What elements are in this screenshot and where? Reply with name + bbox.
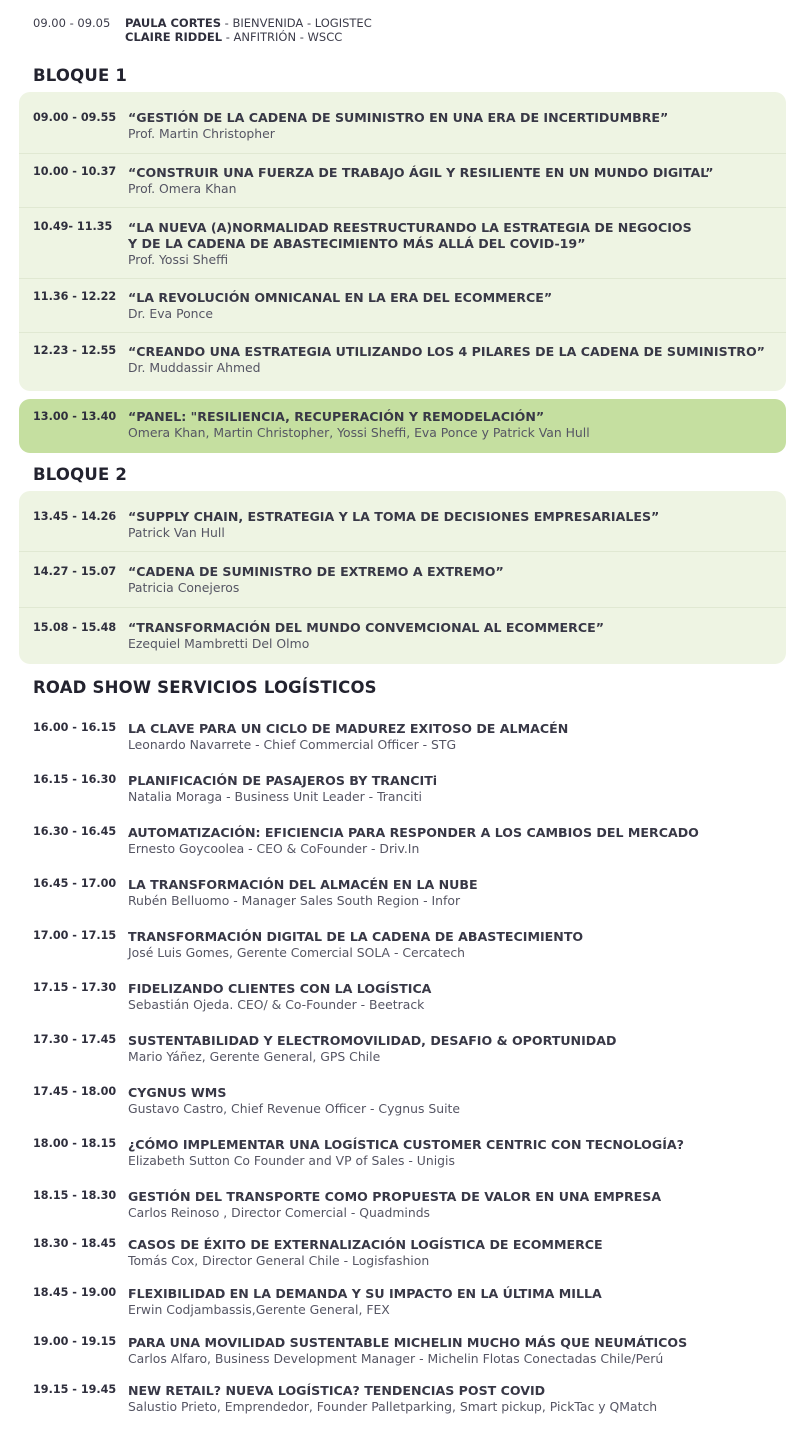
session-time: 13.00 - 13.40 [33, 410, 117, 423]
session-speaker: Prof. Yossi Sheffi [128, 252, 229, 267]
session-row [19, 278, 786, 333]
session-time: 13.45 - 14.26 [33, 510, 117, 523]
session-title: “GESTIÓN DE LA CADENA DE SUMINISTRO EN UNA ERA DE INCERTIDUMBRE” [128, 110, 669, 125]
session-row [19, 92, 786, 154]
session-title: FIDELIZANDO CLIENTES CON LA LOGÍSTICA [128, 981, 432, 996]
session-title-line: “LA NUEVA (A)NORMALIDAD REESTRUCTURANDO LA ESTRATEGIA DE NEGOCIOS [128, 220, 692, 235]
session-speaker: Prof. Martin Christopher [128, 126, 275, 141]
session-speaker: Rubén Belluomo - Manager Sales South Region - Infor [128, 893, 461, 908]
session-row [19, 332, 786, 391]
session-time: 16.45 - 17.00 [33, 877, 117, 890]
panel-block [19, 399, 786, 453]
session-time: 18.45 - 19.00 [33, 1286, 117, 1299]
session-time: 16.15 - 16.30 [33, 773, 117, 786]
host-name: CLAIRE RIDDEL [125, 30, 223, 44]
session-time: 17.45 - 18.00 [33, 1085, 117, 1098]
session-title: PARA UNA MOVILIDAD SUSTENTABLE MICHELIN MUCHO MÁS QUE NEUMÁTICOS [128, 1335, 688, 1350]
session-speaker: Ernesto Goycoolea - CEO & CoFounder - Driv.In [128, 841, 420, 856]
session-speaker: Sebastián Ojeda. CEO/ & Co-Founder - Beetrack [128, 997, 425, 1012]
session-time: 19.00 - 19.15 [33, 1335, 117, 1348]
session-speaker: Salustio Prieto, Emprendedor, Founder Palletparking, Smart pickup, PickTac y QMatch [128, 1399, 658, 1414]
session-title: “SUPPLY CHAIN, ESTRATEGIA Y LA TOMA DE DECISIONES EMPRESARIALES” [128, 509, 660, 524]
session-title: FLEXIBILIDAD EN LA DEMANDA Y SU IMPACTO EN LA ÚLTIMA MILLA [128, 1286, 602, 1301]
host-role: - BIENVENIDA - LOGISTEC [221, 16, 372, 30]
session-title: “TRANSFORMACIÓN DEL MUNDO CONVEMCIONAL AL ECOMMERCE” [128, 620, 604, 635]
session-speaker: Patrick Van Hull [128, 525, 225, 540]
session-speaker: Leonardo Navarrete - Chief Commercial Officer - STG [128, 737, 457, 752]
session-time: 09.00 - 09.55 [33, 111, 117, 124]
intro-time: 09.00 - 09.05 [33, 16, 111, 30]
session-time: 11.36 - 12.22 [33, 290, 117, 303]
host-role: - ANFITRIÓN - WSCC [222, 30, 343, 44]
session-speaker: Mario Yáñez, Gerente General, GPS Chile [128, 1049, 381, 1064]
session-speaker: Natalia Moraga - Business Unit Leader - Tranciti [128, 789, 422, 804]
session-time: 14.27 - 15.07 [33, 565, 117, 578]
host-name: PAULA CORTES [125, 16, 222, 30]
session-time: 17.00 - 17.15 [33, 929, 117, 942]
bloque-1-block [19, 92, 786, 391]
intro-line [125, 30, 725, 44]
session-speaker: José Luis Gomes, Gerente Comercial SOLA - Cercatech [128, 945, 466, 960]
session-speaker: Erwin Codjambassis,Gerente General, FEX [128, 1302, 390, 1317]
bloque-1-heading: BLOQUE 1 [33, 66, 128, 85]
intro-line [125, 16, 725, 30]
session-title: “CADENA DE SUMINISTRO DE EXTREMO A EXTREMO” [128, 564, 504, 579]
session-time: 10.00 - 10.37 [33, 165, 117, 178]
session-speaker: Carlos Reinoso , Director Comercial - Quadminds [128, 1205, 431, 1220]
session-title: LA TRANSFORMACIÓN DEL ALMACÉN EN LA NUBE [128, 877, 478, 892]
bloque-2-heading: BLOQUE 2 [33, 465, 128, 484]
session-time: 16.30 - 16.45 [33, 825, 117, 838]
session-title: CASOS DE ÉXITO DE EXTERNALIZACIÓN LOGÍSTICA DE ECOMMERCE [128, 1237, 603, 1252]
session-speaker: Dr. Muddassir Ahmed [128, 360, 261, 375]
session-time: 18.00 - 18.15 [33, 1137, 117, 1150]
session-time: 16.00 - 16.15 [33, 721, 117, 734]
session-speaker: Omera Khan, Martin Christopher, Yossi Sheffi, Eva Ponce y Patrick Van Hull [128, 425, 590, 440]
session-title: “PANEL: "RESILIENCIA, RECUPERACIÓN Y REMODELACIÓN” [128, 409, 545, 424]
session-time: 19.15 - 19.45 [33, 1383, 117, 1396]
session-speaker: Patricia Conejeros [128, 580, 240, 595]
session-title: PLANIFICACIÓN DE PASAJEROS BY TRANCITi [128, 773, 438, 788]
session-title [128, 220, 778, 252]
session-row [19, 153, 786, 208]
session-time: 18.15 - 18.30 [33, 1189, 117, 1202]
session-title: “CREANDO UNA ESTRATEGIA UTILIZANDO LOS 4 PILARES DE LA CADENA DE SUMINISTRO” [128, 344, 765, 359]
session-title: TRANSFORMACIÓN DIGITAL DE LA CADENA DE ABASTECIMIENTO [128, 929, 584, 944]
session-title: NEW RETAIL? NUEVA LOGÍSTICA? TENDENCIAS POST COVID [128, 1383, 546, 1398]
intro-names [125, 16, 725, 44]
session-row [19, 551, 786, 608]
session-speaker: Carlos Alfaro, Business Development Manager - Michelin Flotas Conectadas Chile/Perú [128, 1351, 664, 1366]
session-speaker: Gustavo Castro, Chief Revenue Officer - Cygnus Suite [128, 1101, 461, 1116]
session-title: AUTOMATIZACIÓN: EFICIENCIA PARA RESPONDER A LOS CAMBIOS DEL MERCADO [128, 825, 699, 840]
session-title: CYGNUS WMS [128, 1085, 227, 1100]
session-title: “CONSTRUIR UNA FUERZA DE TRABAJO ÁGIL Y RESILIENTE EN UN MUNDO DIGITAL” [128, 165, 714, 180]
session-speaker: Ezequiel Mambretti Del Olmo [128, 636, 310, 651]
roadshow-heading: ROAD SHOW SERVICIOS LOGÍSTICOS [33, 678, 377, 697]
session-row [19, 607, 786, 664]
session-time: 17.15 - 17.30 [33, 981, 117, 994]
session-title: ¿CÓMO IMPLEMENTAR UNA LOGÍSTICA CUSTOMER CENTRIC CON TECNOLOGÍA? [128, 1137, 684, 1152]
session-title: SUSTENTABILIDAD Y ELECTROMOVILIDAD, DESAFIO & OPORTUNIDAD [128, 1033, 617, 1048]
bloque-2-block [19, 491, 786, 664]
session-time: 12.23 - 12.55 [33, 344, 117, 357]
session-title-line: Y DE LA CADENA DE ABASTECIMIENTO MÁS ALLÁ DEL COVID-19” [128, 236, 586, 251]
session-title: LA CLAVE PARA UN CICLO DE MADUREZ EXITOSO DE ALMACÉN [128, 721, 569, 736]
session-time: 10.49- 11.35 [33, 220, 113, 233]
session-title: GESTIÓN DEL TRANSPORTE COMO PROPUESTA DE VALOR EN UNA EMPRESA [128, 1189, 662, 1204]
session-row [19, 491, 786, 552]
session-speaker: Prof. Omera Khan [128, 181, 237, 196]
session-time: 17.30 - 17.45 [33, 1033, 117, 1046]
session-time: 18.30 - 18.45 [33, 1237, 117, 1250]
session-speaker: Dr. Eva Ponce [128, 306, 213, 321]
session-row [19, 207, 786, 279]
session-title: “LA REVOLUCIÓN OMNICANAL EN LA ERA DEL ECOMMERCE” [128, 290, 553, 305]
session-speaker: Elizabeth Sutton Co Founder and VP of Sales - Unigis [128, 1153, 455, 1168]
session-time: 15.08 - 15.48 [33, 621, 117, 634]
session-speaker: Tomás Cox, Director General Chile - Logisfashion [128, 1253, 430, 1268]
session-row [19, 399, 786, 453]
